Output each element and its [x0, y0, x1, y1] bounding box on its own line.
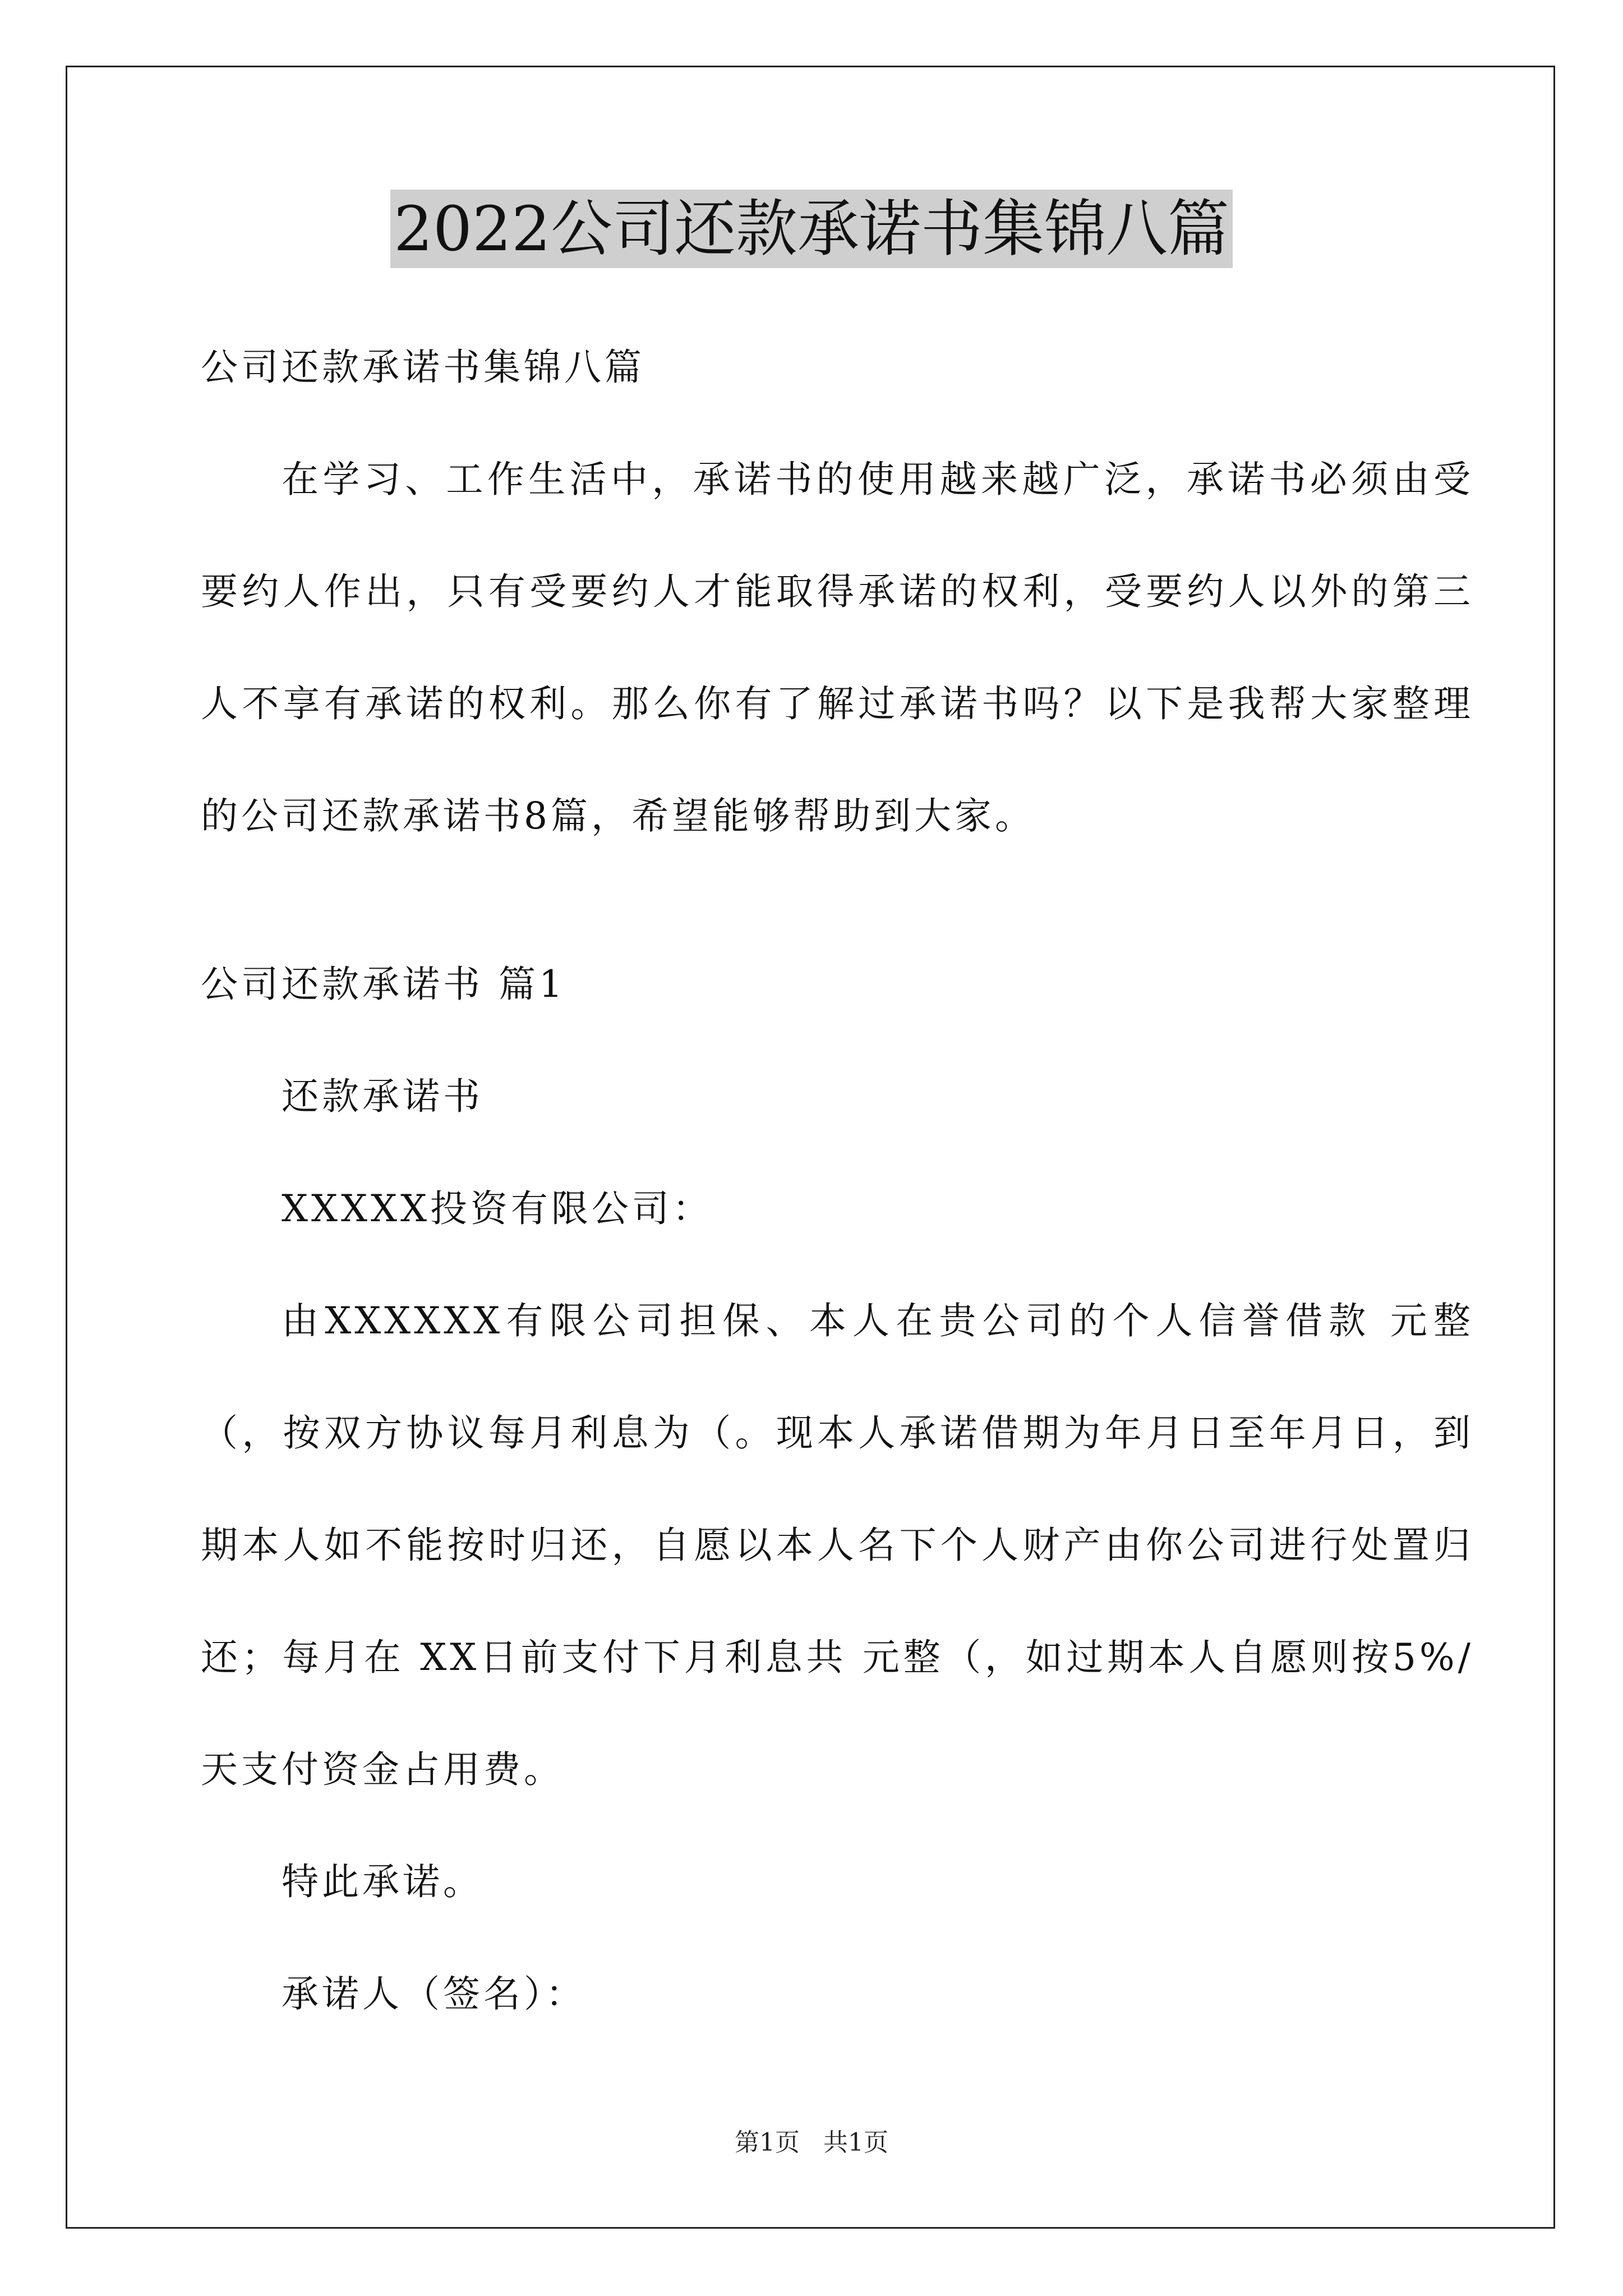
document-subtitle: 公司还款承诺书集锦八篇	[201, 346, 645, 389]
page-footer: 第1页 共1页	[735, 2128, 888, 2157]
title-container	[0, 190, 1623, 268]
addressee: XXXXX投资有限公司：	[282, 1187, 713, 1230]
intro-paragraph: 在学习、工作生活中，承诺书的使用越来越广泛，承诺书必须由受要约人作出，只有受要约人才能取得承诺的权利，受要约人以外的第三人不享有承诺的权利。那么你有了解过承诺书吗？以下是我帮大家整理的公司还款承诺书8篇，希望能够帮助到大家。	[201, 458, 1474, 838]
signature-line: 承诺人（签名）：	[282, 1972, 586, 2016]
letter-body-paragraph: 由XXXXXX有限公司担保、本人在贵公司的个人信誉借款 元整（，按双方协议每月利息为（。现本人承诺借期为年月日至年月日，到期本人如不能按时归还，自愿以本人名下个人财产由你公司进行处置归还；每月在 XX日前支付下月利息共 元整（，如过期本人自愿则按5%/天支付资金占用费。	[201, 1299, 1474, 1791]
document-title: 2022公司还款承诺书集锦八篇	[390, 190, 1233, 268]
section-heading: 公司还款承诺书 篇1	[201, 963, 566, 1006]
closing-line: 特此承诺。	[282, 1860, 483, 1903]
letter-title: 还款承诺书	[282, 1075, 483, 1118]
document-body	[201, 339, 1474, 2078]
